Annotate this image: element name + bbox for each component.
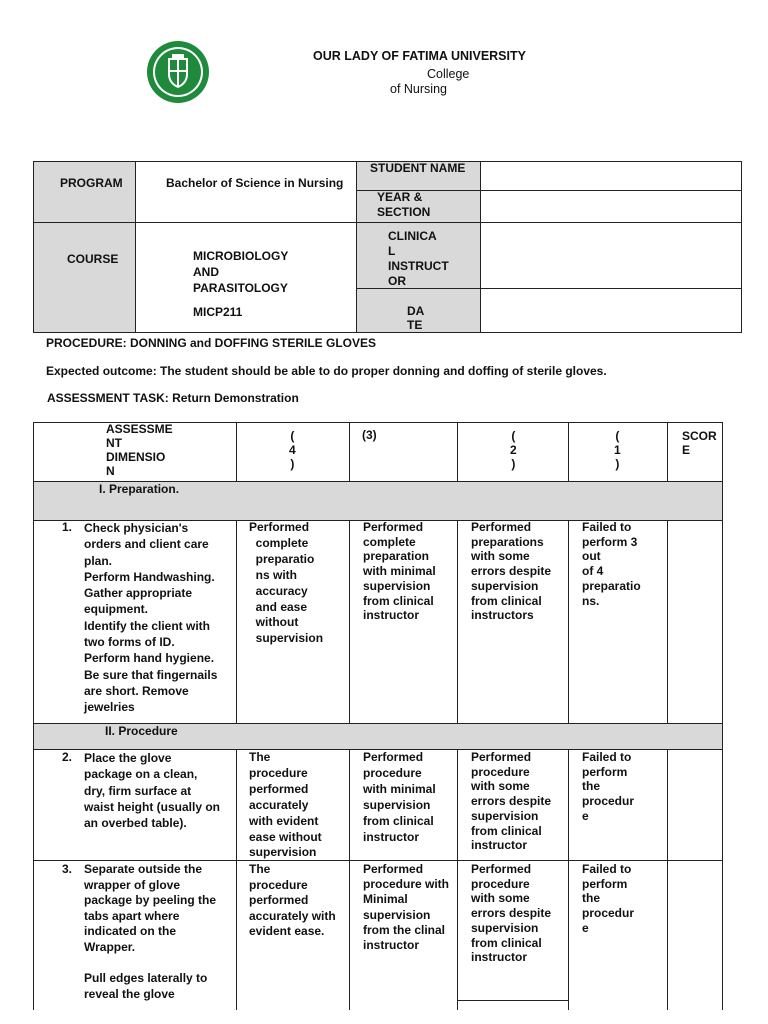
procedure-title: PROCEDURE: DONNING and DOFFING STERILE GLOVES xyxy=(46,336,377,350)
header-3: (3) xyxy=(362,428,377,442)
university-seal-logo xyxy=(146,40,210,104)
row1-4: Performed complete preparatio ns with accuracy and ease without supervision xyxy=(249,520,324,646)
university-name: OUR LADY OF FATIMA UNIVERSITY xyxy=(313,49,526,63)
header-score: SCOR E xyxy=(682,429,717,457)
section-procedure-label: II. Procedure xyxy=(105,724,178,738)
row3-4: The procedure performed accurately with evident ease. xyxy=(249,862,336,939)
course-code: MICP211 xyxy=(193,305,243,319)
assessment-task: ASSESSMENT TASK: Return Demonstration xyxy=(47,391,299,405)
college-label: College xyxy=(427,67,470,81)
program-label: PROGRAM xyxy=(60,176,123,190)
header-2: ( 2 ) xyxy=(510,429,517,471)
row2-4: The procedure performed accurately with evident ease without supervision xyxy=(249,750,322,860)
row3-2: Performed procedure with some errors despite supervision from clinical instructor xyxy=(471,862,552,965)
row2-task: Place the glove package on a clean, dry, firm surface at waist height (usually on an overbed table). xyxy=(84,751,221,831)
row1-number: 1. xyxy=(62,520,73,534)
course-value: MICROBIOLOGY AND PARASITOLOGY xyxy=(193,249,289,295)
course-label: COURSE xyxy=(67,252,119,266)
row2-3: Performed procedure with minimal supervision from clinical instructor xyxy=(363,750,436,844)
student-name-label: STUDENT NAME xyxy=(370,161,466,175)
row3-task: Separate outside the wrapper of glove package by peeling the tabs apart where indicated on the Wrapper. Pull edges laterally to reveal the glove xyxy=(84,862,217,1001)
row1-3: Performed complete preparation with minimal supervision from clinical instructor xyxy=(363,520,436,623)
year-section-field[interactable] xyxy=(480,190,742,223)
course-label-cell xyxy=(33,222,136,333)
section-preparation-label: I. Preparation. xyxy=(99,482,180,496)
row2-1: Failed to perform the procedur e xyxy=(582,750,635,823)
row1-task: Check physician's orders and client care plan. Perform Handwashing. Gather appropriate equipment. Identify the client with two forms of ID. Perform hand hygiene. Be sure that fingernails are short. Remove jewelries xyxy=(84,521,218,715)
row3-1: Failed to perform the procedur e xyxy=(582,862,635,935)
header-1: ( 1 ) xyxy=(614,429,621,471)
student-name-field[interactable] xyxy=(480,161,742,191)
clinical-instructor-label: CLINICA L INSTRUCT OR xyxy=(388,229,449,288)
row1-score-field[interactable] xyxy=(667,520,723,724)
header-4: ( 4 ) xyxy=(289,429,296,471)
row3-score-field[interactable] xyxy=(667,860,723,1010)
row1-2: Performed preparations with some errors despite supervision from clinical instructors xyxy=(471,520,552,623)
row3-number: 3. xyxy=(62,862,73,876)
row1-1: Failed to perform 3 out of 4 preparatio ns. xyxy=(582,520,641,608)
date-field[interactable] xyxy=(480,288,742,333)
row3-3: Performed procedure with Minimal supervision from the clinal instructor xyxy=(363,862,450,953)
clinical-instructor-field[interactable] xyxy=(480,222,742,289)
nursing-label: of Nursing xyxy=(390,82,447,96)
date-label: DA TE xyxy=(407,304,425,332)
row2-2: Performed procedure with some errors despite supervision from clinical instructor xyxy=(471,750,552,853)
program-value: Bachelor of Science in Nursing xyxy=(166,176,344,190)
row2-number: 2. xyxy=(62,750,73,764)
row2-score-field[interactable] xyxy=(667,749,723,861)
program-label-cell xyxy=(33,161,136,223)
year-section-label: YEAR & SECTION xyxy=(377,190,431,219)
expected-outcome: Expected outcome: The student should be able to do proper donning and doffing of sterile gloves. xyxy=(46,364,607,378)
header-dimension: ASSESSME NT DIMENSIO N xyxy=(106,422,173,478)
program-value-cell xyxy=(135,161,357,223)
